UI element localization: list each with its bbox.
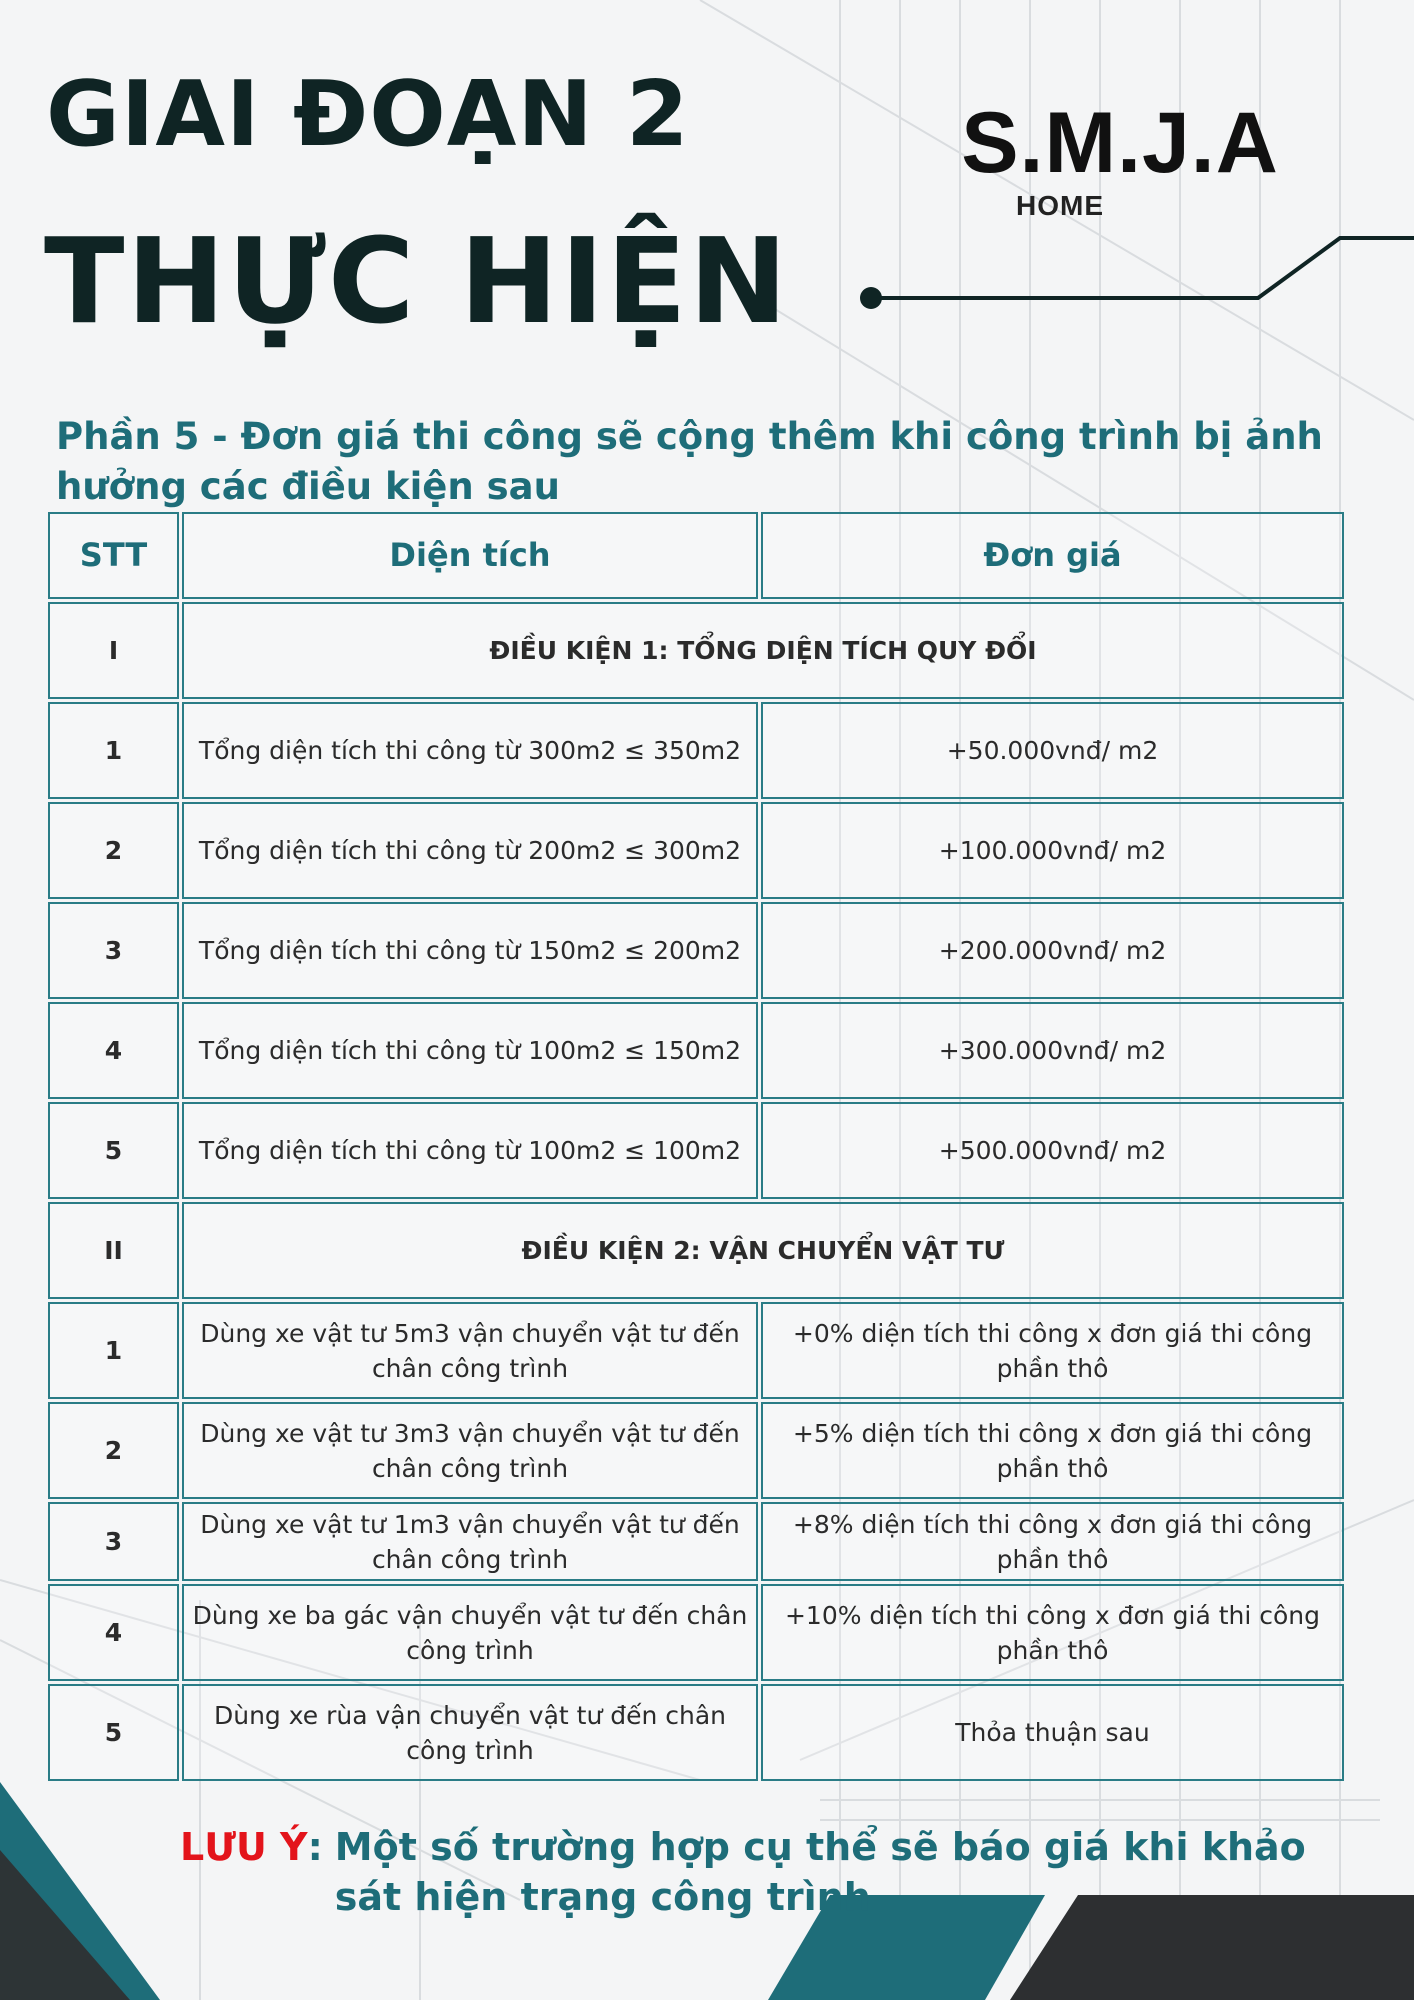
pricing-table [48,512,1344,1784]
row-area: Dùng xe vật tư 3m3 vận chuyển vật tư đến chân công trình [182,1402,758,1499]
row-price: +8% diện tích thi công x đơn giá thi công phần thô [761,1502,1344,1581]
group-title: ĐIỀU KIỆN 1: TỔNG DIỆN TÍCH QUY ĐỔI [182,602,1344,699]
section-title: Phần 5 - Đơn giá thi công sẽ cộng thêm khi công trình bị ảnh hưởng các điều kiện sau [56,415,1323,508]
table-row [48,902,1344,999]
table-row [48,1584,1344,1681]
table-header-row [48,512,1344,599]
group-title: ĐIỀU KIỆN 2: VẬN CHUYỂN VẬT TƯ [182,1202,1344,1299]
note-text: Một số trường hợp cụ thể sẽ báo giá khi khảo sát hiện trạng công trình [334,1825,1306,1919]
table-row [48,1002,1344,1099]
header-stt: STT [48,512,179,599]
row-area: Dùng xe ba gác vận chuyển vật tư đến chân công trình [182,1584,758,1681]
row-area: Tổng diện tích thi công từ 200m2 ≤ 300m2 [182,802,758,899]
logo-name: S.M.J.A [961,95,1279,191]
page-title-line1: GIAI ĐOẠN 2 [46,62,690,167]
group-numeral: II [48,1202,179,1299]
row-price: +500.000vnđ/ m2 [761,1102,1344,1199]
row-price: Thỏa thuận sau [761,1684,1344,1781]
table-row [48,1102,1344,1199]
footer-note [180,1822,1360,1922]
brand-logo [940,95,1300,222]
row-stt: 1 [48,1302,179,1399]
row-area: Tổng diện tích thi công từ 100m2 ≤ 150m2 [182,1002,758,1099]
row-price: +0% diện tích thi công x đơn giá thi công phần thô [761,1302,1344,1399]
table-row [48,802,1344,899]
row-price: +10% diện tích thi công x đơn giá thi công phần thô [761,1584,1344,1681]
table-row [48,1402,1344,1499]
table-row [48,1684,1344,1781]
row-stt: 3 [48,902,179,999]
table-row [48,702,1344,799]
note-colon: : [307,1825,323,1869]
row-stt: 4 [48,1584,179,1681]
row-stt: 2 [48,1402,179,1499]
row-area: Dùng xe vật tư 5m3 vận chuyển vật tư đến chân công trình [182,1302,758,1399]
note-label: LƯU Ý [180,1825,308,1869]
row-stt: 5 [48,1102,179,1199]
row-stt: 2 [48,802,179,899]
logo-subtitle: HOME [1016,190,1104,221]
header-price: Đơn giá [761,512,1344,599]
row-price: +50.000vnđ/ m2 [761,702,1344,799]
row-stt: 1 [48,702,179,799]
row-price: +5% diện tích thi công x đơn giá thi công phần thô [761,1402,1344,1499]
group-numeral: I [48,602,179,699]
row-stt: 3 [48,1502,179,1581]
row-price: +200.000vnđ/ m2 [761,902,1344,999]
group-row [48,602,1344,699]
row-area: Tổng diện tích thi công từ 150m2 ≤ 200m2 [182,902,758,999]
header-area: Diện tích [182,512,758,599]
connector-line [871,238,1414,298]
row-stt: 4 [48,1002,179,1099]
row-stt: 5 [48,1684,179,1781]
row-area: Dùng xe rùa vận chuyển vật tư đến chân công trình [182,1684,758,1781]
row-price: +300.000vnđ/ m2 [761,1002,1344,1099]
group-row [48,1202,1344,1299]
row-price: +100.000vnđ/ m2 [761,802,1344,899]
row-area: Tổng diện tích thi công từ 300m2 ≤ 350m2 [182,702,758,799]
page-title-line2: THỰC HIỆN [44,212,790,350]
table-row [48,1302,1344,1399]
row-area: Dùng xe vật tư 1m3 vận chuyển vật tư đến chân công trình [182,1502,758,1581]
table-row [48,1502,1344,1581]
row-area: Tổng diện tích thi công từ 100m2 ≤ 100m2 [182,1102,758,1199]
